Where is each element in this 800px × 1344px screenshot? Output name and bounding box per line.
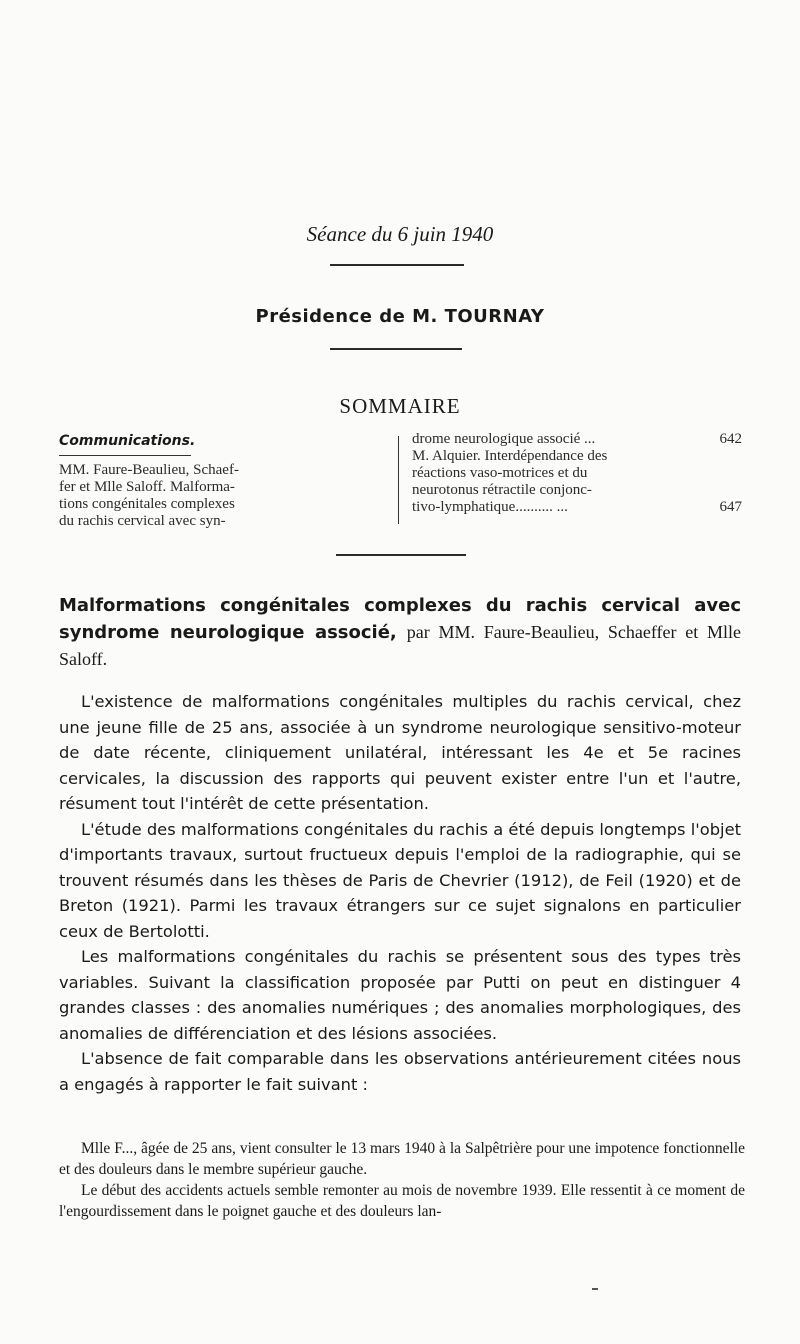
divider-rule	[330, 264, 464, 266]
summary-right-column	[412, 431, 742, 516]
presidency-line: Présidence de M. TOURNAY	[255, 306, 545, 327]
summary-left-column	[59, 462, 331, 530]
body-paragraph: Les malformations congénitales du rachis se présentent sous des types très variables. Suivant la classification proposée par Putti on peut en distinguer 4 grandes classes : des anomalies numériques ; des anomalies morphologiques, des anomalies de différenciation et des lésions associées.	[59, 947, 741, 1043]
article-authors: par MM. Faure-Beaulieu, Schaeffer et Mlle Saloff.	[59, 622, 741, 669]
page-mark	[592, 1288, 598, 1290]
case-report	[59, 1138, 745, 1222]
summary-entry-text: réactions vaso-motrices et du	[412, 465, 588, 481]
article-body	[59, 689, 741, 1097]
body-paragraph: L'existence de malformations congénitales multiples du rachis cervical, chez une jeune fille de 25 ans, associée à un syndrome neurologique sensitivo-moteur de date récente, cliniquement unilatéral, intéressant les 4e et 5e racines cervicales, la discussion des rapports qui peuvent exister entre l'un et l'autre, résument tout l'intérêt de cette présentation.	[59, 692, 741, 813]
summary-entry-text: neurotonus rétractile conjonc-	[412, 482, 592, 498]
case-paragraph: Le début des accidents actuels semble remonter au mois de novembre 1939. Elle ressentit à ce moment de l'engourdissement dans le poignet gauche et des douleurs lan-	[59, 1182, 745, 1220]
communications-heading: Communications.	[59, 433, 196, 449]
divider-rule	[330, 348, 462, 350]
summary-entry	[412, 465, 742, 482]
summary-entry-text: tivo-lymphatique.......... ...	[412, 499, 568, 515]
body-paragraph: L'absence de fait comparable dans les observations antérieurement citées nous a engagés à rapporter le fait suivant :	[59, 1049, 741, 1094]
summary-entry	[412, 482, 742, 499]
column-divider	[398, 436, 399, 524]
summary-entry-text: M. Alquier. Interdépendance des	[412, 448, 608, 464]
case-paragraph: Mlle F..., âgée de 25 ans, vient consulter le 13 mars 1940 à la Salpêtrière pour une impotence fonctionnelle et des douleurs dans le membre supérieur gauche.	[59, 1140, 745, 1178]
article-title-block	[59, 592, 741, 673]
summary-title: SOMMAIRE	[339, 394, 461, 418]
summary-entry-text: drome neurologique associé ...	[412, 431, 596, 447]
summary-line: fer et Mlle Saloff. Malforma-	[59, 479, 235, 495]
summary-entry-page: 642	[719, 431, 742, 447]
summary-entry	[412, 431, 742, 448]
summary-line: MM. Faure-Beaulieu, Schaef-	[59, 462, 239, 478]
summary-entry-page: 647	[719, 499, 742, 515]
summary-line: tions congénitales complexes	[59, 496, 235, 512]
heading-underline	[59, 455, 191, 456]
article-title: Malformations congénitales complexes du rachis cervical avec syndrome neurologique associé,	[59, 595, 741, 643]
body-paragraph: L'étude des malformations congénitales du rachis a été depuis longtemps l'objet d'importants travaux, surtout fructueux depuis l'emploi de la radiographie, qui se trouvent résumés dans les thèses de Paris de Chevrier (1912), de Feil (1920) et de Breton (1921). Parmi les travaux étrangers sur ce sujet signalons en particulier ceux de Bertolotti.	[59, 819, 741, 941]
summary-entry	[412, 448, 742, 465]
divider-rule	[336, 554, 466, 556]
summary-line: du rachis cervical avec syn-	[59, 513, 226, 529]
session-date: Séance du 6 juin 1940	[306, 222, 494, 246]
summary-entry	[412, 499, 742, 516]
